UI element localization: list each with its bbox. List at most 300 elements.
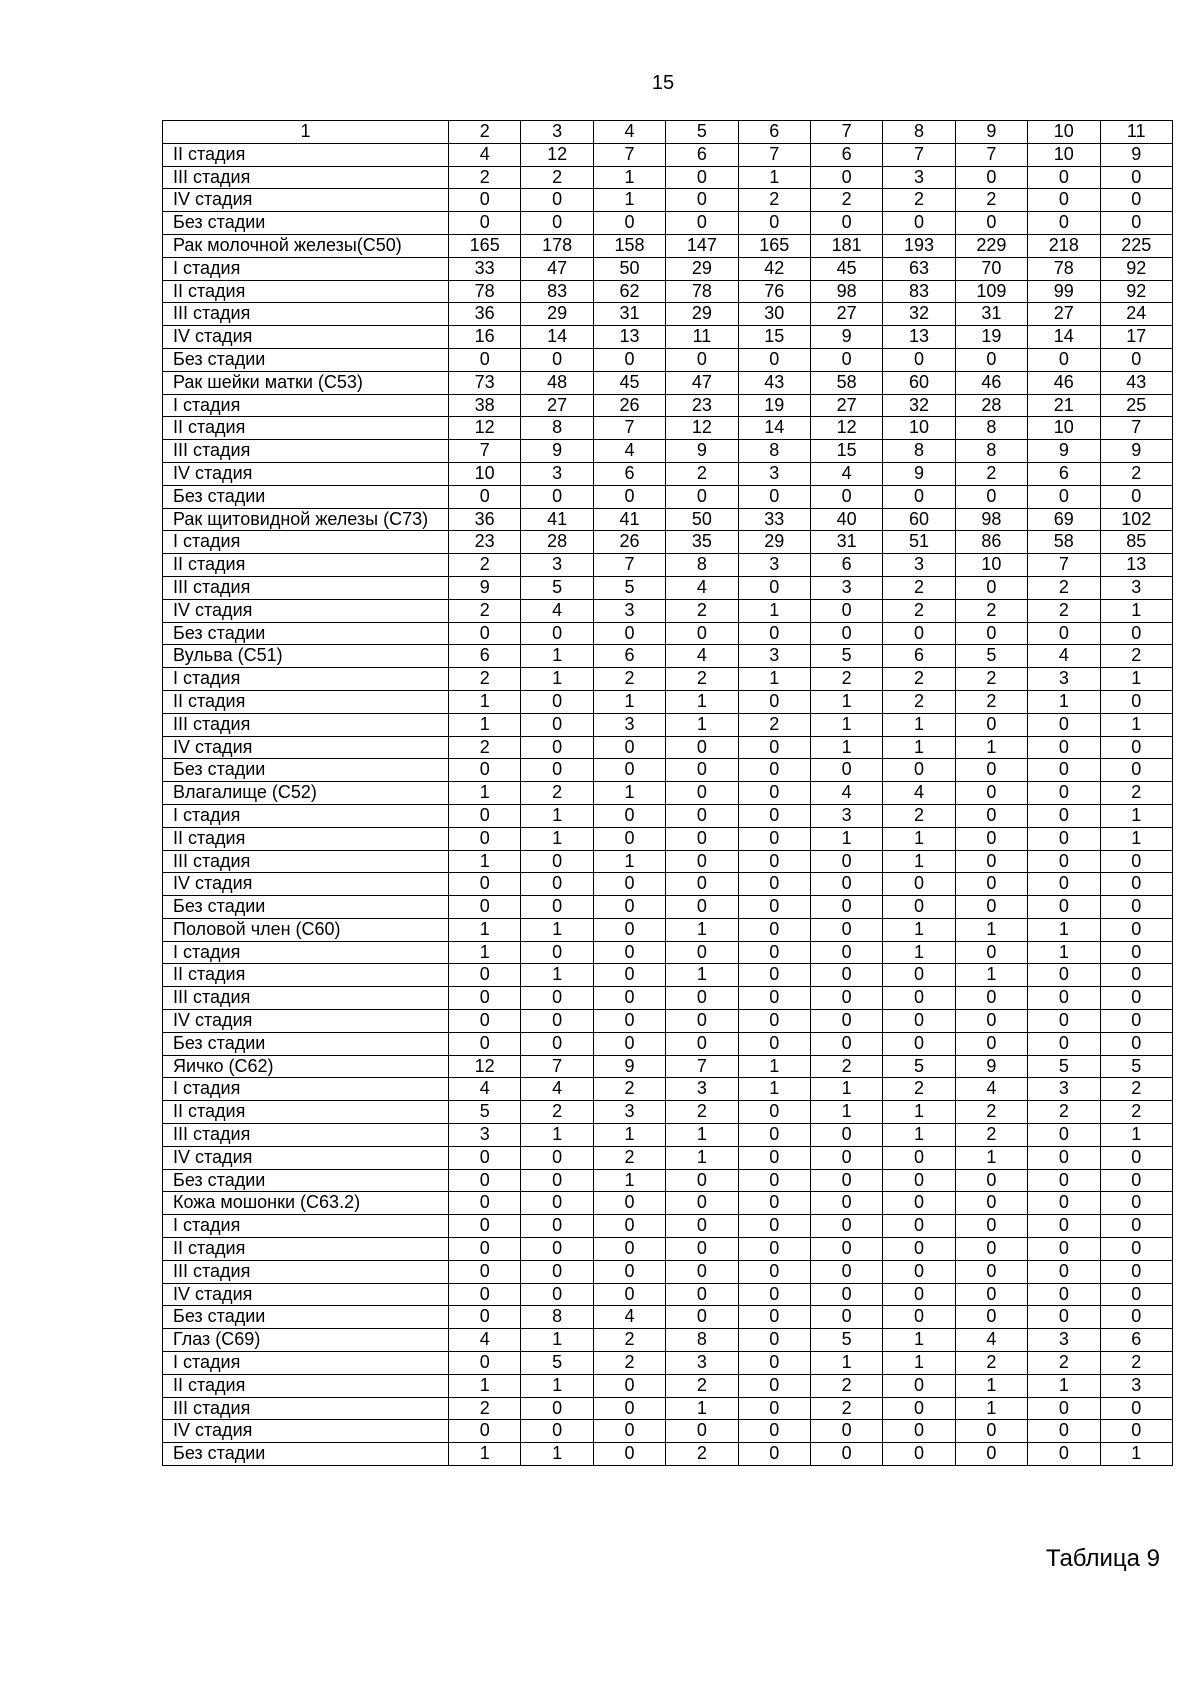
table-cell: 0: [666, 1215, 738, 1238]
table-cell: 1: [883, 736, 955, 759]
table-cell: 1: [1100, 827, 1172, 850]
table-cell: 0: [666, 1306, 738, 1329]
table-cell: 0: [810, 1169, 882, 1192]
column-header: 3: [521, 121, 593, 144]
table-cell: 0: [810, 873, 882, 896]
table-row: [163, 1374, 1173, 1397]
table-cell: 0: [738, 1374, 810, 1397]
table-cell: 7: [593, 143, 665, 166]
table-cell: 0: [1100, 485, 1172, 508]
row-label: III стадия: [163, 303, 449, 326]
table-cell: 8: [955, 417, 1027, 440]
table-cell: 69: [1028, 508, 1100, 531]
table-cell: 0: [593, 1420, 665, 1443]
table-cell: 2: [810, 189, 882, 212]
table-cell: 10: [449, 462, 521, 485]
table-cell: 0: [883, 1283, 955, 1306]
table-cell: 1: [593, 1169, 665, 1192]
table-cell: 58: [1028, 531, 1100, 554]
table-cell: 0: [883, 964, 955, 987]
table-cell: 0: [883, 1010, 955, 1033]
table-cell: 0: [666, 782, 738, 805]
table-cell: 0: [521, 850, 593, 873]
table-cell: 8: [666, 1329, 738, 1352]
table-cell: 193: [883, 234, 955, 257]
table-cell: 0: [955, 713, 1027, 736]
table-row: [163, 1306, 1173, 1329]
table-cell: 45: [810, 257, 882, 280]
table-cell: 2: [738, 189, 810, 212]
table-cell: 0: [521, 212, 593, 235]
table-cell: 0: [810, 850, 882, 873]
table-cell: 0: [810, 1260, 882, 1283]
table-cell: 17: [1100, 326, 1172, 349]
table-cell: 147: [666, 234, 738, 257]
table-cell: 5: [1100, 1055, 1172, 1078]
table-cell: 0: [593, 873, 665, 896]
row-label: I стадия: [163, 1215, 449, 1238]
table-cell: 27: [521, 394, 593, 417]
table-cell: 0: [1100, 1169, 1172, 1192]
table-cell: 0: [883, 1146, 955, 1169]
column-header: 8: [883, 121, 955, 144]
table-row: [163, 896, 1173, 919]
table-cell: 0: [449, 348, 521, 371]
row-label: II стадия: [163, 1238, 449, 1261]
table-cell: 1: [738, 166, 810, 189]
row-label: Половой член (С60): [163, 918, 449, 941]
table-cell: 0: [666, 166, 738, 189]
table-cell: 1: [738, 1055, 810, 1078]
table-cell: 42: [738, 257, 810, 280]
row-label: Рак шейки матки (С53): [163, 371, 449, 394]
table-cell: 0: [1028, 1260, 1100, 1283]
table-cell: 2: [955, 189, 1027, 212]
row-label: IV стадия: [163, 736, 449, 759]
table-cell: 0: [955, 1306, 1027, 1329]
table-cell: 1: [883, 713, 955, 736]
table-cell: 12: [810, 417, 882, 440]
column-header: 11: [1100, 121, 1172, 144]
table-cell: 0: [955, 873, 1027, 896]
table-cell: 4: [883, 782, 955, 805]
table-cell: 2: [955, 690, 1027, 713]
row-label: I стадия: [163, 394, 449, 417]
table-cell: 0: [955, 576, 1027, 599]
table-cell: 9: [521, 440, 593, 463]
page-number: 15: [651, 72, 675, 94]
table-cell: 0: [1028, 736, 1100, 759]
table-cell: 92: [1100, 257, 1172, 280]
table-cell: 4: [955, 1078, 1027, 1101]
table-cell: 3: [449, 1124, 521, 1147]
table-cell: 165: [738, 234, 810, 257]
table-cell: 8: [521, 417, 593, 440]
table-cell: 5: [810, 1329, 882, 1352]
table-cell: 0: [521, 189, 593, 212]
table-cell: 0: [810, 1146, 882, 1169]
table-cell: 0: [1028, 804, 1100, 827]
table-cell: 31: [955, 303, 1027, 326]
table-cell: 2: [1100, 1101, 1172, 1124]
row-label: II стадия: [163, 690, 449, 713]
table-cell: 78: [449, 280, 521, 303]
table-cell: 0: [810, 622, 882, 645]
table-cell: 0: [738, 987, 810, 1010]
table-cell: 0: [521, 873, 593, 896]
table-cell: 2: [883, 690, 955, 713]
table-cell: 1: [521, 918, 593, 941]
table-cell: 1: [955, 736, 1027, 759]
table-row: [163, 280, 1173, 303]
table-cell: 4: [666, 576, 738, 599]
table-cell: 0: [666, 1010, 738, 1033]
table-cell: 0: [738, 873, 810, 896]
table-cell: 2: [1028, 576, 1100, 599]
table-cell: 0: [1028, 850, 1100, 873]
table-row: [163, 1192, 1173, 1215]
table-cell: 48: [521, 371, 593, 394]
table-cell: 0: [449, 1169, 521, 1192]
table-cell: 0: [810, 1032, 882, 1055]
table-cell: 0: [1028, 1420, 1100, 1443]
table-cell: 165: [449, 234, 521, 257]
table-cell: 27: [810, 303, 882, 326]
table-cell: 4: [1028, 645, 1100, 668]
table-cell: 7: [666, 1055, 738, 1078]
table-cell: 41: [521, 508, 593, 531]
table-cell: 0: [738, 1306, 810, 1329]
row-label: II стадия: [163, 280, 449, 303]
table-cell: 1: [449, 918, 521, 941]
table-cell: 0: [810, 964, 882, 987]
table-cell: 0: [1100, 1397, 1172, 1420]
table-cell: 0: [883, 1192, 955, 1215]
row-label: Кожа мошонки (С63.2): [163, 1192, 449, 1215]
table-cell: 0: [593, 348, 665, 371]
table-cell: 1: [449, 782, 521, 805]
table-cell: 0: [1028, 1238, 1100, 1261]
table-cell: 0: [1028, 1215, 1100, 1238]
table-cell: 0: [1028, 873, 1100, 896]
table-cell: 4: [449, 1329, 521, 1352]
table-cell: 0: [593, 1283, 665, 1306]
table-cell: 27: [1028, 303, 1100, 326]
table-cell: 2: [1028, 1101, 1100, 1124]
table-cell: 1: [883, 1352, 955, 1375]
table-cell: 1: [521, 1443, 593, 1466]
table-cell: 0: [449, 827, 521, 850]
table-cell: 0: [1028, 1306, 1100, 1329]
table-cell: 1: [1028, 941, 1100, 964]
table-cell: 0: [955, 348, 1027, 371]
table-cell: 12: [521, 143, 593, 166]
table-cell: 47: [521, 257, 593, 280]
row-label: II стадия: [163, 554, 449, 577]
table-cell: 0: [593, 485, 665, 508]
table-cell: 0: [1100, 918, 1172, 941]
table-cell: 0: [521, 1169, 593, 1192]
table-cell: 0: [883, 1238, 955, 1261]
row-label: I стадия: [163, 668, 449, 691]
table-cell: 1: [666, 918, 738, 941]
table-cell: 0: [738, 1283, 810, 1306]
table-row: [163, 462, 1173, 485]
row-label: III стадия: [163, 166, 449, 189]
row-label: Без стадии: [163, 896, 449, 919]
table-cell: 0: [1028, 1032, 1100, 1055]
table-cell: 0: [521, 1420, 593, 1443]
table-cell: 2: [955, 462, 1027, 485]
row-label: Без стадии: [163, 1306, 449, 1329]
table-cell: 2: [1028, 599, 1100, 622]
row-label: IV стадия: [163, 462, 449, 485]
table-cell: 24: [1100, 303, 1172, 326]
row-label: III стадия: [163, 713, 449, 736]
table-cell: 4: [593, 1306, 665, 1329]
table-cell: 1: [1100, 713, 1172, 736]
table-cell: 0: [521, 1010, 593, 1033]
table-cell: 0: [521, 987, 593, 1010]
table-row: [163, 873, 1173, 896]
table-cell: 43: [1100, 371, 1172, 394]
row-label: IV стадия: [163, 1010, 449, 1033]
table-cell: 0: [521, 622, 593, 645]
row-label: II стадия: [163, 1374, 449, 1397]
table-cell: 12: [449, 417, 521, 440]
table-row: [163, 508, 1173, 531]
table-cell: 181: [810, 234, 882, 257]
table-cell: 0: [1028, 987, 1100, 1010]
table-row: [163, 804, 1173, 827]
table-cell: 28: [521, 531, 593, 554]
table-cell: 3: [1028, 1329, 1100, 1352]
table-cell: 0: [1100, 964, 1172, 987]
table-cell: 0: [593, 1374, 665, 1397]
table-cell: 0: [955, 1260, 1027, 1283]
table-cell: 8: [521, 1306, 593, 1329]
table-cell: 3: [1028, 1078, 1100, 1101]
table-cell: 1: [810, 690, 882, 713]
table-cell: 0: [666, 1238, 738, 1261]
table-cell: 0: [593, 1215, 665, 1238]
table-cell: 12: [449, 1055, 521, 1078]
table-cell: 3: [810, 804, 882, 827]
table-cell: 0: [810, 166, 882, 189]
table-cell: 0: [810, 1306, 882, 1329]
table-cell: 0: [810, 348, 882, 371]
table-cell: 0: [521, 1283, 593, 1306]
table-cell: 32: [883, 394, 955, 417]
table-cell: 0: [521, 896, 593, 919]
table-cell: 73: [449, 371, 521, 394]
table-cell: 4: [593, 440, 665, 463]
table-cell: 0: [883, 1306, 955, 1329]
table-cell: 0: [738, 348, 810, 371]
table-cell: 0: [883, 1443, 955, 1466]
table-cell: 47: [666, 371, 738, 394]
table-cell: 23: [449, 531, 521, 554]
table-cell: 0: [955, 896, 1027, 919]
table-cell: 1: [955, 918, 1027, 941]
table-cell: 0: [1028, 782, 1100, 805]
table-cell: 1: [521, 668, 593, 691]
table-cell: 0: [810, 1283, 882, 1306]
table-cell: 0: [738, 918, 810, 941]
table-cell: 1: [883, 918, 955, 941]
table-cell: 31: [593, 303, 665, 326]
table-cell: 98: [955, 508, 1027, 531]
table-row: [163, 668, 1173, 691]
table-cell: 6: [449, 645, 521, 668]
table-row: [163, 531, 1173, 554]
table-cell: 0: [955, 1192, 1027, 1215]
table-cell: 0: [449, 964, 521, 987]
table-cell: 3: [1100, 1374, 1172, 1397]
table-cell: 2: [593, 1146, 665, 1169]
row-label: IV стадия: [163, 189, 449, 212]
table-cell: 0: [810, 1420, 882, 1443]
table-row: [163, 1283, 1173, 1306]
row-label: Глаз (С69): [163, 1329, 449, 1352]
table-cell: 0: [666, 1420, 738, 1443]
table-cell: 0: [738, 1238, 810, 1261]
table-cell: 1: [738, 599, 810, 622]
table-cell: 0: [666, 759, 738, 782]
table-cell: 40: [810, 508, 882, 531]
table-cell: 0: [1028, 189, 1100, 212]
table-cell: 0: [449, 987, 521, 1010]
table-cell: 0: [810, 1443, 882, 1466]
table-cell: 0: [593, 804, 665, 827]
table-cell: 5: [449, 1101, 521, 1124]
table-cell: 0: [738, 622, 810, 645]
table-cell: 0: [593, 964, 665, 987]
table-cell: 3: [593, 599, 665, 622]
table-cell: 0: [1028, 1443, 1100, 1466]
table-cell: 0: [449, 1146, 521, 1169]
table-cell: 62: [593, 280, 665, 303]
table-cell: 1: [593, 850, 665, 873]
table-cell: 5: [593, 576, 665, 599]
table-cell: 0: [593, 759, 665, 782]
table-cell: 5: [521, 576, 593, 599]
table-row: [163, 212, 1173, 235]
table-cell: 5: [955, 645, 1027, 668]
table-cell: 0: [593, 827, 665, 850]
table-cell: 1: [666, 1146, 738, 1169]
table-cell: 0: [883, 873, 955, 896]
table-row: [163, 371, 1173, 394]
table-cell: 0: [1100, 1306, 1172, 1329]
row-label: Без стадии: [163, 485, 449, 508]
table-cell: 0: [593, 1260, 665, 1283]
table-cell: 0: [449, 1283, 521, 1306]
table-cell: 0: [955, 1283, 1027, 1306]
table-cell: 0: [955, 1010, 1027, 1033]
table-cell: 1: [1100, 1443, 1172, 1466]
table-cell: 2: [666, 462, 738, 485]
table-cell: 0: [1028, 1124, 1100, 1147]
table-cell: 33: [738, 508, 810, 531]
table-cell: 1: [810, 736, 882, 759]
table-row: [163, 964, 1173, 987]
table-cell: 0: [810, 1124, 882, 1147]
table-cell: 9: [593, 1055, 665, 1078]
table-cell: 225: [1100, 234, 1172, 257]
table-cell: 0: [1100, 1420, 1172, 1443]
table-cell: 2: [955, 668, 1027, 691]
table-cell: 6: [593, 645, 665, 668]
table-row: [163, 1010, 1173, 1033]
table-header-row: [163, 121, 1173, 144]
table-cell: 0: [1028, 713, 1100, 736]
table-cell: 0: [738, 1101, 810, 1124]
table-cell: 46: [1028, 371, 1100, 394]
table-cell: 29: [738, 531, 810, 554]
row-label: III стадия: [163, 440, 449, 463]
table-row: [163, 736, 1173, 759]
table-cell: 0: [955, 782, 1027, 805]
table-cell: 1: [883, 1124, 955, 1147]
table-cell: 2: [521, 782, 593, 805]
table-cell: 2: [666, 1374, 738, 1397]
row-label: III стадия: [163, 1124, 449, 1147]
table-cell: 0: [666, 212, 738, 235]
table-cell: 10: [883, 417, 955, 440]
table-cell: 63: [883, 257, 955, 280]
table-cell: 14: [738, 417, 810, 440]
table-cell: 0: [449, 1215, 521, 1238]
table-cell: 4: [521, 1078, 593, 1101]
row-label: IV стадия: [163, 1283, 449, 1306]
table-cell: 0: [1028, 622, 1100, 645]
table-cell: 3: [593, 1101, 665, 1124]
table-cell: 7: [738, 143, 810, 166]
table-row: [163, 1078, 1173, 1101]
table-cell: 2: [1100, 782, 1172, 805]
table-cell: 4: [955, 1329, 1027, 1352]
table-row: [163, 690, 1173, 713]
table-row: [163, 918, 1173, 941]
table-cell: 14: [1028, 326, 1100, 349]
table-cell: 0: [1028, 212, 1100, 235]
table-cell: 1: [810, 1101, 882, 1124]
table-row: [163, 1124, 1173, 1147]
table-cell: 0: [883, 896, 955, 919]
table-cell: 0: [521, 1215, 593, 1238]
table-row: [163, 234, 1173, 257]
table-cell: 0: [521, 941, 593, 964]
table-cell: 0: [449, 759, 521, 782]
table-cell: 7: [883, 143, 955, 166]
table-cell: 23: [666, 394, 738, 417]
table-cell: 0: [593, 736, 665, 759]
table-cell: 0: [810, 485, 882, 508]
table-cell: 0: [883, 622, 955, 645]
table-cell: 76: [738, 280, 810, 303]
table-cell: 0: [810, 212, 882, 235]
row-label: IV стадия: [163, 1420, 449, 1443]
table-cell: 3: [593, 713, 665, 736]
table-cell: 1: [593, 1124, 665, 1147]
table-cell: 1: [955, 964, 1027, 987]
table-cell: 0: [955, 850, 1027, 873]
table-cell: 2: [883, 189, 955, 212]
table-cell: 2: [449, 668, 521, 691]
table-row: [163, 1215, 1173, 1238]
table-cell: 8: [883, 440, 955, 463]
